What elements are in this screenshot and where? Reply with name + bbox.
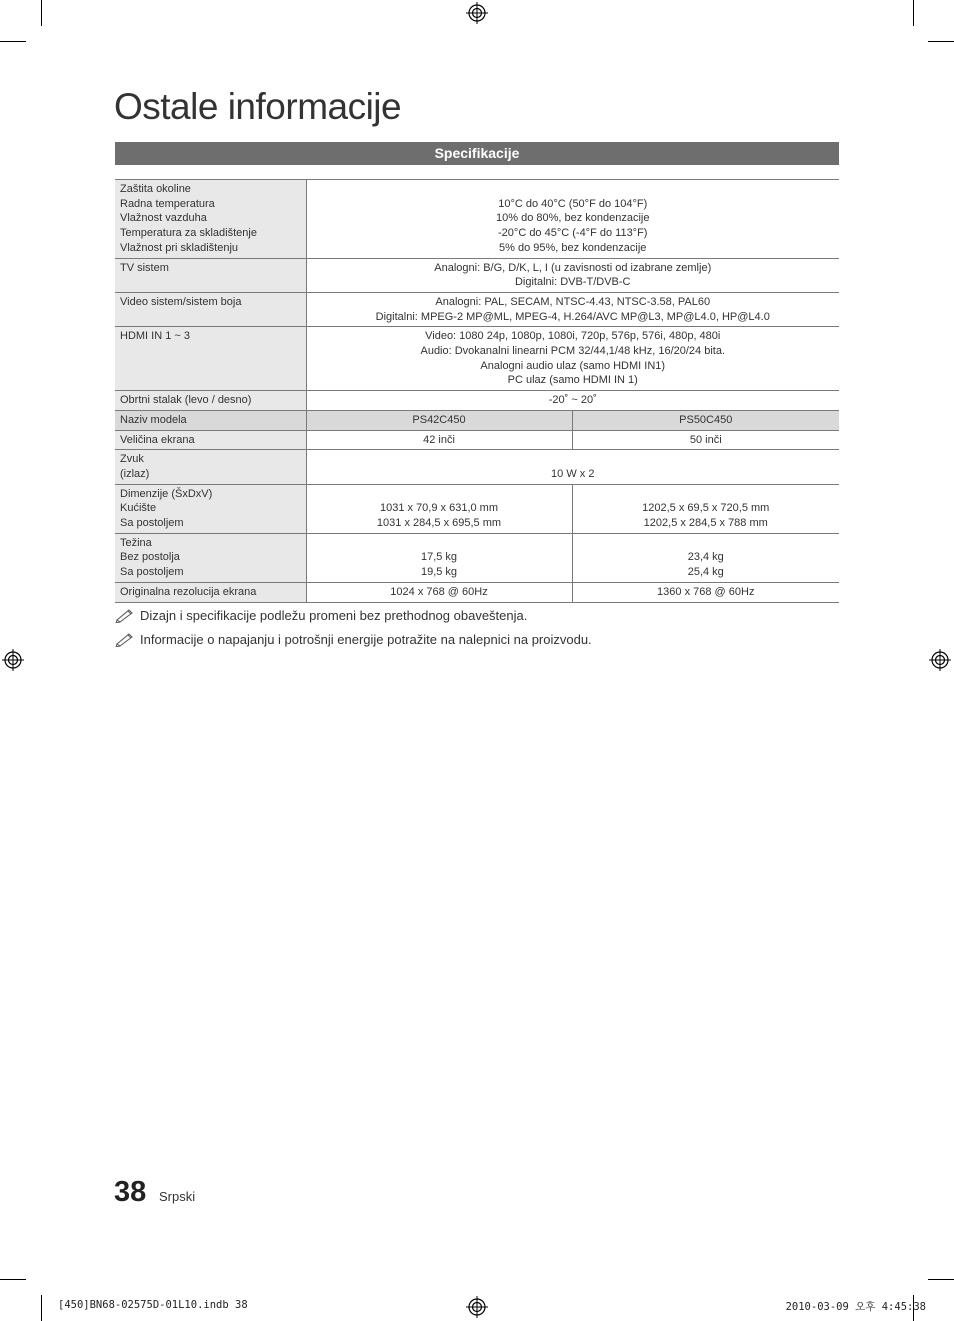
value-line: 17,5 kg <box>420 551 458 564</box>
value-line: 1202,5 x 69,5 x 720,5 mm <box>642 502 770 515</box>
label-line: Zvuk <box>120 453 144 466</box>
row-value <box>306 484 572 533</box>
table-row <box>115 180 839 259</box>
value-line: Digitalni: MPEG-2 MP@ML, MPEG-4, H.264/AVC MP@L3, MP@L4.0, HP@L4.0 <box>375 310 770 323</box>
note-pencil-icon <box>115 631 137 647</box>
value-line: 19,5 kg <box>420 566 458 579</box>
row-label: Naziv modela <box>115 410 306 430</box>
row-value <box>306 258 839 292</box>
row-label: Veličina ekrana <box>115 430 306 450</box>
note-text: Informacije o napajanju i potrošnji energije potražite na nalepnici na proizvodu. <box>140 631 592 647</box>
label-line: Radna temperatura <box>120 197 215 210</box>
row-value: -20˚ ~ 20˚ <box>306 391 839 411</box>
registration-mark-icon <box>466 1296 488 1318</box>
crop-mark <box>41 1295 42 1321</box>
crop-mark <box>928 1279 954 1280</box>
row-value <box>572 484 839 533</box>
row-value <box>306 533 572 582</box>
value-line: Audio: Dvokanalni linearni PCM 32/44,1/48 kHz, 16/20/24 bita. <box>420 345 725 358</box>
spec-table <box>115 179 839 603</box>
row-value: 50 inči <box>572 430 839 450</box>
row-value <box>572 533 839 582</box>
row-value <box>306 292 839 326</box>
page-number: 38 <box>114 1176 147 1208</box>
crop-mark <box>928 41 954 42</box>
value-line: 1031 x 70,9 x 631,0 mm <box>379 502 498 515</box>
value-line: Digitalni: DVB-T/DVB-C <box>514 276 631 289</box>
table-row <box>115 292 839 326</box>
label-line: Dimenzije (ŠxDxV) <box>120 487 213 500</box>
row-label <box>115 484 306 533</box>
row-value: 10 W x 2 <box>306 450 839 484</box>
value-line: 1202,5 x 284,5 x 788 mm <box>643 517 768 530</box>
table-row <box>115 391 839 411</box>
table-row <box>115 430 839 450</box>
model-cell: PS42C450 <box>306 410 572 430</box>
table-row <box>115 484 839 533</box>
value-line: Video: 1080 24p, 1080p, 1080i, 720p, 576p, 576i, 480p, 480i <box>425 330 721 343</box>
registration-mark-icon <box>466 2 488 24</box>
notes <box>115 603 592 651</box>
value-line: 10% do 80%, bez kondenzacije <box>496 212 650 225</box>
section-header: Specifikacije <box>115 142 839 165</box>
label-line: Vlažnost vazduha <box>120 212 207 225</box>
value-line: Analogni: B/G, D/K, L, I (u zavisnosti od izabrane zemlje) <box>434 261 712 274</box>
crop-mark <box>0 1279 26 1280</box>
value-line: Analogni audio ulaz (samo HDMI IN1) <box>480 359 666 372</box>
registration-mark-icon <box>929 649 951 671</box>
row-label <box>115 533 306 582</box>
value-line: -20°C do 45°C (-4°F do 113°F) <box>498 227 648 240</box>
label-line: Težina <box>120 536 152 549</box>
row-label <box>115 180 306 259</box>
row-label: Obrtni stalak (levo / desno) <box>115 391 306 411</box>
label-line: Kućište <box>120 502 157 515</box>
note-pencil-icon <box>115 607 137 623</box>
crop-mark <box>0 41 26 42</box>
row-label: Video sistem/sistem boja <box>115 292 306 326</box>
value-line: 1031 x 284,5 x 695,5 mm <box>376 517 502 530</box>
row-value <box>306 327 839 391</box>
print-timestamp: 2010-03-09 오후 4:45:38 <box>785 1301 926 1313</box>
row-value: 42 inči <box>306 430 572 450</box>
label-line: (izlaz) <box>120 467 150 480</box>
row-value: 1024 x 768 @ 60Hz <box>306 582 572 602</box>
value-line: 23,4 kg <box>687 551 724 564</box>
note-item <box>115 627 592 651</box>
label-line: Vlažnost pri skladištenju <box>120 241 239 254</box>
row-value <box>306 180 839 259</box>
table-row <box>115 258 839 292</box>
crop-mark <box>41 0 42 26</box>
table-row <box>115 410 839 430</box>
label-line: Sa postoljem <box>120 517 184 530</box>
row-value: 1360 x 768 @ 60Hz <box>572 582 839 602</box>
page-title: Ostale informacije <box>114 86 402 127</box>
table-row <box>115 327 839 391</box>
table-row <box>115 582 839 602</box>
print-file-info: [450]BN68-02575D-01L10.indb 38 <box>58 1299 248 1311</box>
label-line: Bez postolja <box>120 551 180 564</box>
row-label: Originalna rezolucija ekrana <box>115 582 306 602</box>
table-row <box>115 450 839 484</box>
note-item <box>115 603 592 627</box>
table-row <box>115 533 839 582</box>
value-line: Analogni: PAL, SECAM, NTSC-4.43, NTSC-3.58, PAL60 <box>435 295 711 308</box>
model-cell: PS50C450 <box>572 410 839 430</box>
value-line: 10°C do 40°C (50°F do 104°F) <box>498 197 648 210</box>
page-language: Srpski <box>159 1189 196 1204</box>
crop-mark <box>913 0 914 26</box>
value-line: 5% do 95%, bez kondenzacije <box>499 241 647 254</box>
row-label: HDMI IN 1 ~ 3 <box>115 327 306 391</box>
row-label: TV sistem <box>115 258 306 292</box>
label-line: Temperatura za skladištenje <box>120 227 257 240</box>
label-line: Zaštita okoline <box>120 183 191 195</box>
row-label <box>115 450 306 484</box>
note-text: Dizajn i specifikacije podležu promeni bez prethodnog obaveštenja. <box>140 607 528 623</box>
value-line: PC ulaz (samo HDMI IN 1) <box>507 374 638 387</box>
label-line: Sa postoljem <box>120 566 184 579</box>
registration-mark-icon <box>2 649 24 671</box>
value-line: 25,4 kg <box>687 566 724 579</box>
